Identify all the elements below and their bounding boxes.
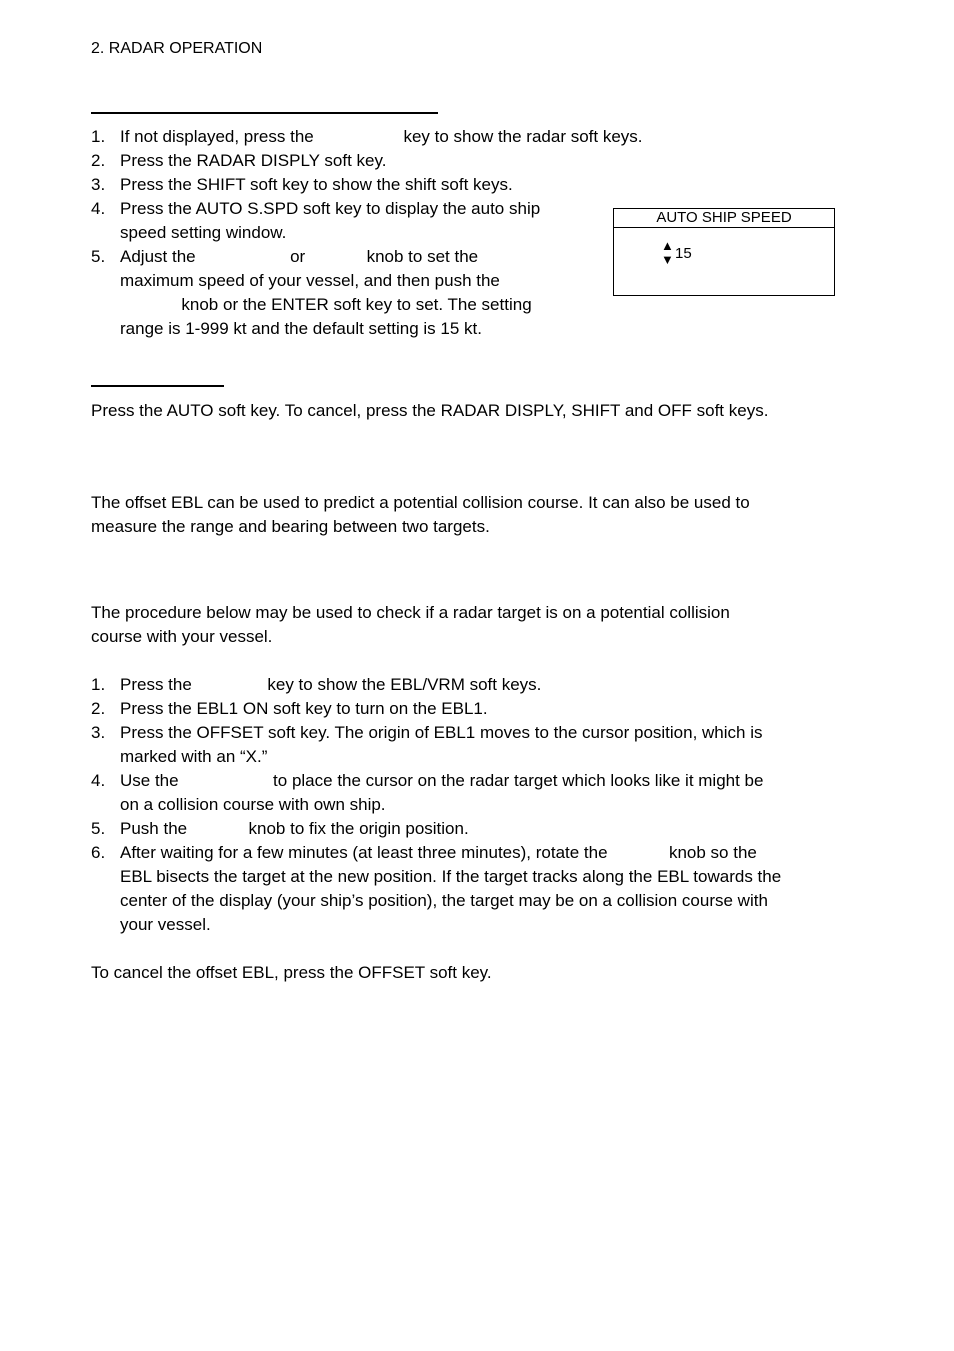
offset-ebl-intro: The offset EBL can be used to predict a potential collision course. It can also be used to <box>91 493 750 512</box>
offset-ebl-intro: measure the range and bearing between two targets. <box>91 517 490 536</box>
step-text: Adjust the or knob to set the <box>120 247 479 266</box>
step-text: range is 1-999 kt and the default setting is 15 kt. <box>120 319 482 338</box>
step-number: 3. <box>91 175 106 194</box>
step-text: Press the RADAR DISPLY soft key. <box>120 151 387 170</box>
step-text: your vessel. <box>120 915 211 934</box>
step-text: After waiting for a few minutes (at least three minutes), rotate the knob so the <box>120 843 757 862</box>
activate-text: Press the AUTO soft key. To cancel, press the RADAR DISPLY, SHIFT and OFF soft keys. <box>91 401 769 420</box>
step-text: Press the OFFSET soft key. The origin of EBL1 moves to the cursor position, which is <box>120 723 763 742</box>
step-text: Press the SHIFT soft key to show the shift soft keys. <box>120 175 513 194</box>
page-header: 2. RADAR OPERATION <box>91 40 263 57</box>
step-number: 5. <box>91 819 106 838</box>
up-down-arrow-icon: ▲ ▼ <box>661 238 674 267</box>
section-heading-rule <box>91 112 438 114</box>
step-number: 6. <box>91 843 106 862</box>
step-text: on a collision course with own ship. <box>120 795 386 814</box>
collision-intro: course with your vessel. <box>91 627 273 646</box>
step-text: marked with an “X.” <box>120 747 268 766</box>
step-text: Use the to place the cursor on the radar target which looks like it might be <box>120 771 764 790</box>
step-number: 1. <box>91 127 106 146</box>
step-text: Press the EBL1 ON soft key to turn on the EBL1. <box>120 699 488 718</box>
step-text: If not displayed, press the key to show the radar soft keys. <box>120 127 643 146</box>
step-number: 5. <box>91 247 106 266</box>
step-text: Press the AUTO S.SPD soft key to display the auto ship <box>120 199 541 218</box>
window-title: AUTO SHIP SPEED <box>614 209 834 228</box>
cancel-text: To cancel the offset EBL, press the OFFSET soft key. <box>91 963 492 982</box>
step-text: speed setting window. <box>120 223 287 242</box>
section-heading-rule <box>91 385 224 387</box>
step-text: EBL bisects the target at the new position. If the target tracks along the EBL towards the <box>120 867 782 886</box>
step-number: 1. <box>91 675 106 694</box>
step-text: center of the display (your ship’s position), the target may be on a collision course with <box>120 891 768 910</box>
step-text: Press the key to show the EBL/VRM soft keys. <box>120 675 542 694</box>
auto-ship-speed-window <box>613 208 835 296</box>
step-text: Push the knob to fix the origin position. <box>120 819 469 838</box>
step-text: knob or the ENTER soft key to set. The setting <box>120 295 532 314</box>
step-number: 4. <box>91 199 106 218</box>
step-number: 4. <box>91 771 106 790</box>
step-number: 3. <box>91 723 106 742</box>
step-number: 2. <box>91 699 106 718</box>
speed-value: 15 <box>675 245 692 262</box>
step-text: maximum speed of your vessel, and then push the <box>120 271 500 290</box>
collision-intro: The procedure below may be used to check if a radar target is on a potential collision <box>91 603 730 622</box>
step-number: 2. <box>91 151 106 170</box>
